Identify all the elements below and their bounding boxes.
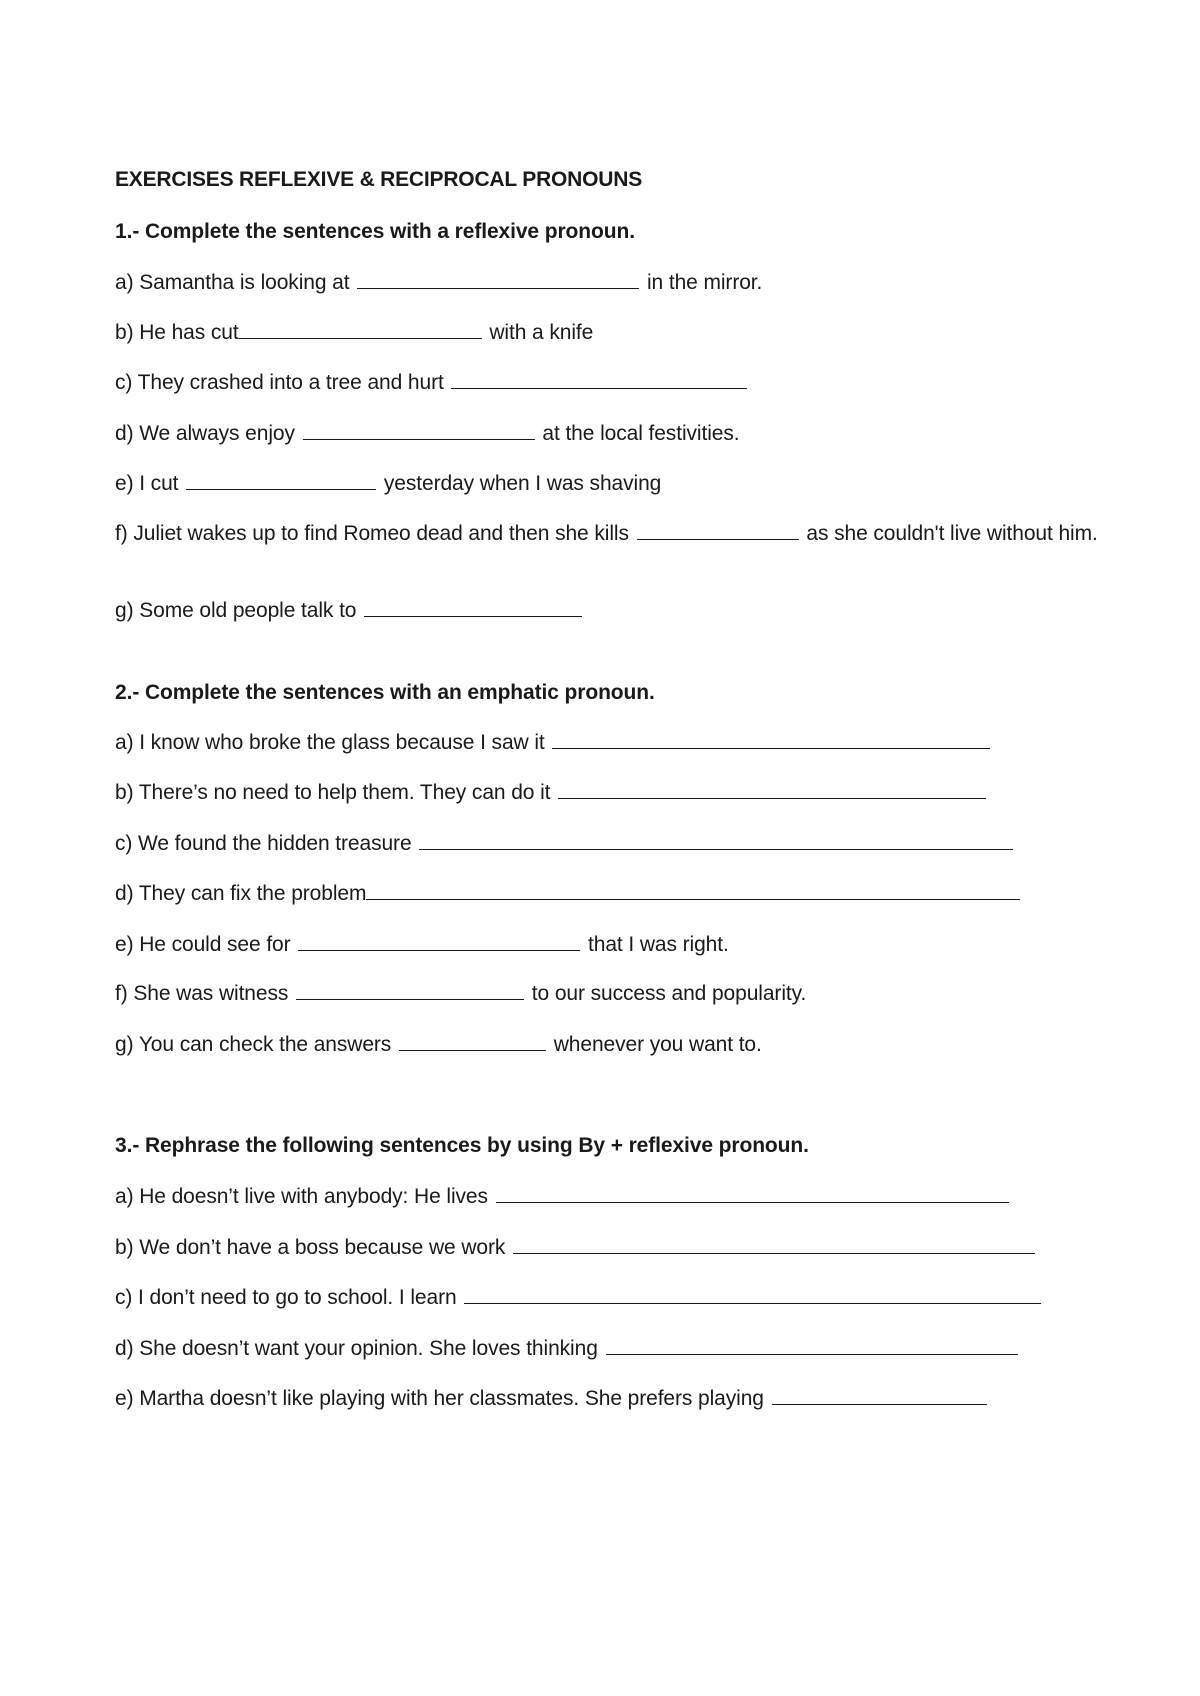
exercise-1g: g) Some old people talk to [115, 598, 584, 624]
answer-blank[interactable] [552, 730, 990, 749]
exercise-1c: c) They crashed into a tree and hurt [115, 370, 749, 396]
answer-blank[interactable] [464, 1285, 1041, 1304]
exercise-1a: a) Samantha is looking at in the mirror. [115, 271, 763, 294]
exercise-3a: a) He doesn’t live with anybody: He lives [115, 1184, 1011, 1210]
answer-blank[interactable] [239, 320, 482, 339]
exercise-3b: b) We don’t have a boss because we work [115, 1235, 1037, 1261]
answer-blank[interactable] [558, 780, 986, 799]
answer-blank[interactable] [357, 270, 639, 289]
exercise-1e: e) I cut yesterday when I was shaving [115, 472, 662, 495]
exercise-3d: d) She doesn’t want your opinion. She loves thinking [115, 1336, 1020, 1362]
answer-blank[interactable] [451, 370, 747, 389]
answer-blank[interactable] [364, 598, 582, 617]
exercise-2d: d) They can fix the problem [115, 881, 1022, 907]
answer-blank[interactable] [419, 831, 1013, 850]
page-title: EXERCISES REFLEXIVE & RECIPROCAL PRONOUNS [115, 168, 643, 191]
answer-blank[interactable] [366, 881, 1020, 900]
exercise-2c: c) We found the hidden treasure [115, 831, 1015, 857]
exercise-2f: f) She was witness to our success and popularity. [115, 982, 807, 1005]
exercise-2b: b) There’s no need to help them. They can do it [115, 780, 988, 806]
answer-blank[interactable] [298, 932, 580, 951]
answer-blank[interactable] [496, 1184, 1009, 1203]
exercise-1d: d) We always enjoy at the local festivities. [115, 422, 740, 445]
exercise-1b: b) He has cut with a knife [115, 321, 594, 344]
exercise-2a: a) I know who broke the glass because I saw it [115, 730, 992, 756]
exercise-2g: g) You can check the answers whenever you want to. [115, 1033, 762, 1056]
answer-blank[interactable] [772, 1386, 987, 1405]
answer-blank[interactable] [399, 1032, 546, 1051]
exercise-2e: e) He could see for that I was right. [115, 933, 729, 956]
answer-blank[interactable] [637, 521, 799, 540]
answer-blank[interactable] [296, 981, 524, 1000]
exercise-1f: f) Juliet wakes up to find Romeo dead and then she kills as she couldn't live without him. [115, 522, 1098, 545]
exercise-3e: e) Martha doesn’t like playing with her classmates. She prefers playing [115, 1386, 989, 1412]
exercise-3c: c) I don’t need to go to school. I learn [115, 1285, 1043, 1311]
answer-blank[interactable] [303, 421, 535, 440]
answer-blank[interactable] [606, 1336, 1018, 1355]
section-1-heading: 1.- Complete the sentences with a reflexive pronoun. [115, 220, 635, 243]
section-3-heading: 3.- Rephrase the following sentences by using By + reflexive pronoun. [115, 1134, 809, 1157]
section-2-heading: 2.- Complete the sentences with an emphatic pronoun. [115, 681, 655, 704]
answer-blank[interactable] [513, 1235, 1035, 1254]
answer-blank[interactable] [186, 471, 376, 490]
